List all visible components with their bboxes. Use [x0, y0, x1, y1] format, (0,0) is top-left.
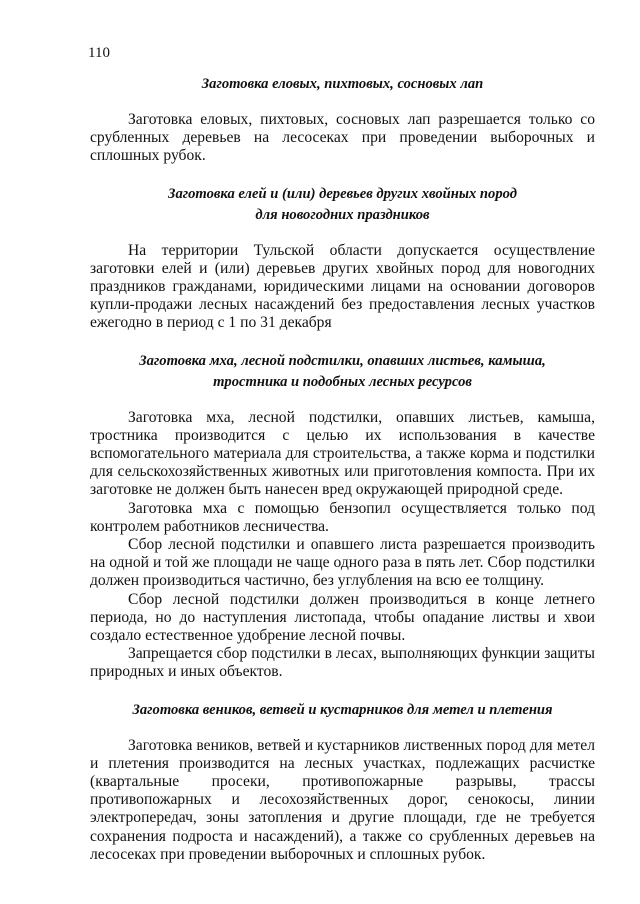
section-title: [90, 74, 595, 95]
section-new-year-trees: [90, 184, 595, 333]
page-number: 110: [88, 45, 110, 61]
document-body: [90, 74, 595, 864]
paragraph: На территории Тульской области допускается осуществление заготовки елей и (или) деревьев других хвойных пород для новогодних праздников гражданами, юридическими лицами на основании договоров купли-продажи лесных насаждений без предоставления лесных участков ежегодно в период с 1 по 31 декабря: [90, 241, 595, 332]
section-title: [90, 351, 595, 393]
section-brooms-branches-shrubs: [90, 700, 595, 864]
paragraph: Заготовка мха, лесной подстилки, опавших листьев, камыша, тростника производится с целью их использования в качестве вспомогательного материала для строительства, а также корма и подстилки для сельскохозяйственных животных или приготовления компоста. При их заготовке не должен быть нанесен вред окружающей природной среде.: [90, 408, 595, 499]
section-title: [90, 184, 595, 226]
section-fir-spruce-pine-branches: [90, 74, 595, 166]
section-title: [90, 700, 595, 721]
paragraph: Сбор лесной подстилки должен производиться в конце летнего периода, но до наступления листопада, чтобы опадание листвы и хвои создало естественное удобрение лесной почвы.: [90, 590, 595, 645]
paragraph: Запрещается сбор подстилки в лесах, выполняющих функции защиты природных и иных объектов.: [90, 645, 595, 681]
section-title-line: Заготовка веников, ветвей и кустарников для метел и плетения: [132, 701, 553, 718]
paragraph: Заготовка мха с помощью бензопил осуществляется только под контролем работников лесничества.: [90, 499, 595, 535]
section-title-line: Заготовка еловых, пихтовых, сосновых лап: [201, 76, 484, 92]
section-title-line: Заготовка мха, лесной подстилки, опавших листьев, камыша,: [139, 352, 546, 369]
paragraph: Заготовка еловых, пихтовых, сосновых лап разрешается только со срубленных деревьев на лесосеках при проведении выборочных и сплошных рубок.: [90, 111, 595, 165]
paragraph: Сбор лесной подстилки и опавшего листа разрешается производить на одной и той же площади не чаще одного раза в пять лет. Сбор подстилки должен производиться частично, без углубления на всю ее толщину.: [90, 536, 595, 590]
section-title-line: для новогодних праздников: [255, 206, 430, 223]
section-title-line: Заготовка елей и (или) деревьев других хвойных пород: [168, 185, 517, 202]
section-title-line: тростника и подобных лесных ресурсов: [213, 373, 472, 390]
paragraph: Заготовка веников, ветвей и кустарников лиственных пород для метел и плетения производится на лесных участках, подлежащих расчистке (квартальные просеки, противопожарные разрывы, трассы противопожарных и лесохозяйственных дорог, сенокосы, линии электропередач, зоны затопления и другие площади, где не требуется сохранения подроста и насаждений), а также со срубленных деревьев на лесосеках при проведении выборочных и сплошных рубок.: [90, 736, 595, 863]
section-moss-litter-leaves: [90, 351, 595, 682]
